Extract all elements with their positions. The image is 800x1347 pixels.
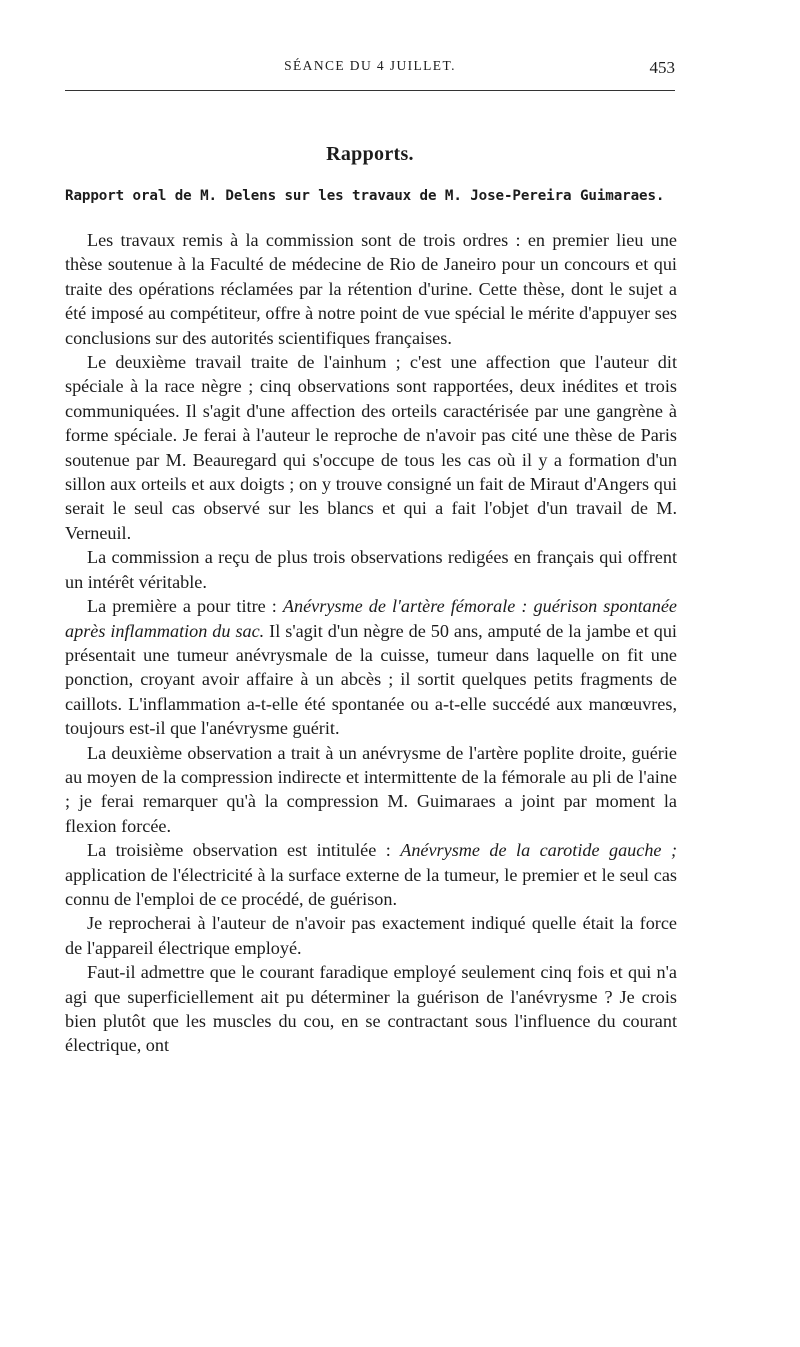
running-head xyxy=(65,58,675,84)
section-title: Rapports. xyxy=(326,143,414,165)
paragraph-6 xyxy=(65,838,677,911)
paragraph-2: Le deuxième travail traite de l'ainhum ; c'est une affection que l'auteur dit spéciale à la race nègre ; cinq observations sont rapportées, deux inédites et trois communiquées. Il s'agit d'une affection des orteils caractérisée par une gangrène à forme spéciale. Je ferai à l'auteur le reproche de n'avoir pas cité une thèse de Paris soutenue par M. Beauregard qui s'occupe de tous les cas où il y a formation d'un sillon aux orteils et aux doigts ; on y trouve consigné un fait de Miraut d'Angers qui serait le seul cas observé sur les blancs et qui a fait l'objet d'un travail de M. Verneuil. xyxy=(65,352,677,543)
paragraph-8: Faut-il admettre que le courant faradique employé seulement cinq fois et qui n'a agi que superficiellement ait pu déterminer la guérison de l'anévrysme ? Je crois bien plutôt que les muscles du cou, en se contractant sous l'influence du courant électrique, ont xyxy=(65,962,677,1056)
paragraph-7: Je reprocherai à l'auteur de n'avoir pas exactement indiqué quelle était la force de l'appareil électrique employé. xyxy=(65,913,677,958)
paragraph-4-intro: La première a pour titre : xyxy=(87,596,283,617)
paragraph-5: La deuxième observation a trait à un anévrysme de l'artère poplite droite, guérie au moyen de la compression indirecte et intermittente de la fémorale au pli de l'aine ; je ferai remarquer qu'à la compression M. Guimaraes a joint par moment la flexion forcée. xyxy=(65,742,677,836)
body-text xyxy=(65,228,677,1058)
running-title: SÉANCE DU 4 JUILLET. xyxy=(284,58,456,73)
header-rule xyxy=(65,90,675,91)
paragraph-6-body: application de l'électricité à la surface externe de la tumeur, le premier et le seul cas connu de l'emploi de ce procédé, de guérison. xyxy=(65,864,677,909)
paragraph-3: La commission a reçu de plus trois observations redigées en français qui offrent un intérêt véritable. xyxy=(65,547,677,592)
paragraph-4-body: Il s'agit d'un nègre de 50 ans, amputé de la jambe et qui présentait une tumeur anévrysmale de la cuisse, tumeur dans laquelle on fit une ponction, croyant avoir affaire à un abcès ; il sortit quelques petits fragments de caillots. L'inflammation a-t-elle été spontanée ou a-t-elle succédé aux manœuvres, toujours est-il que l'anévrysme guérit. xyxy=(65,620,677,739)
report-title: Rapport oral de M. Delens sur les travaux de M. Jose-Pereira Guimaraes. xyxy=(65,188,665,204)
paragraph-1: Les travaux remis à la commission sont de trois ordres : en premier lieu une thèse soutenue à la Faculté de médecine de Rio de Janeiro pour un concours et qui traite des opérations réclamées par la rétention d'urine. Cette thèse, dont le sujet a été imposé au compétiteur, offre à notre point de vue spécial le mérite d'appuyer ses conclusions sur des autorités scientifiques françaises. xyxy=(65,230,677,348)
paragraph-6-intro: La troisième observation est intitulée : xyxy=(87,840,401,861)
observation-3-title: Anévrysme de la carotide gauche ; xyxy=(400,840,677,861)
page-number: 453 xyxy=(649,58,675,77)
observation-1-title: Anévrysme de l'artère fémorale : guérison spontanée après inflammation du sac. xyxy=(65,596,677,641)
paragraph-4 xyxy=(65,594,677,740)
